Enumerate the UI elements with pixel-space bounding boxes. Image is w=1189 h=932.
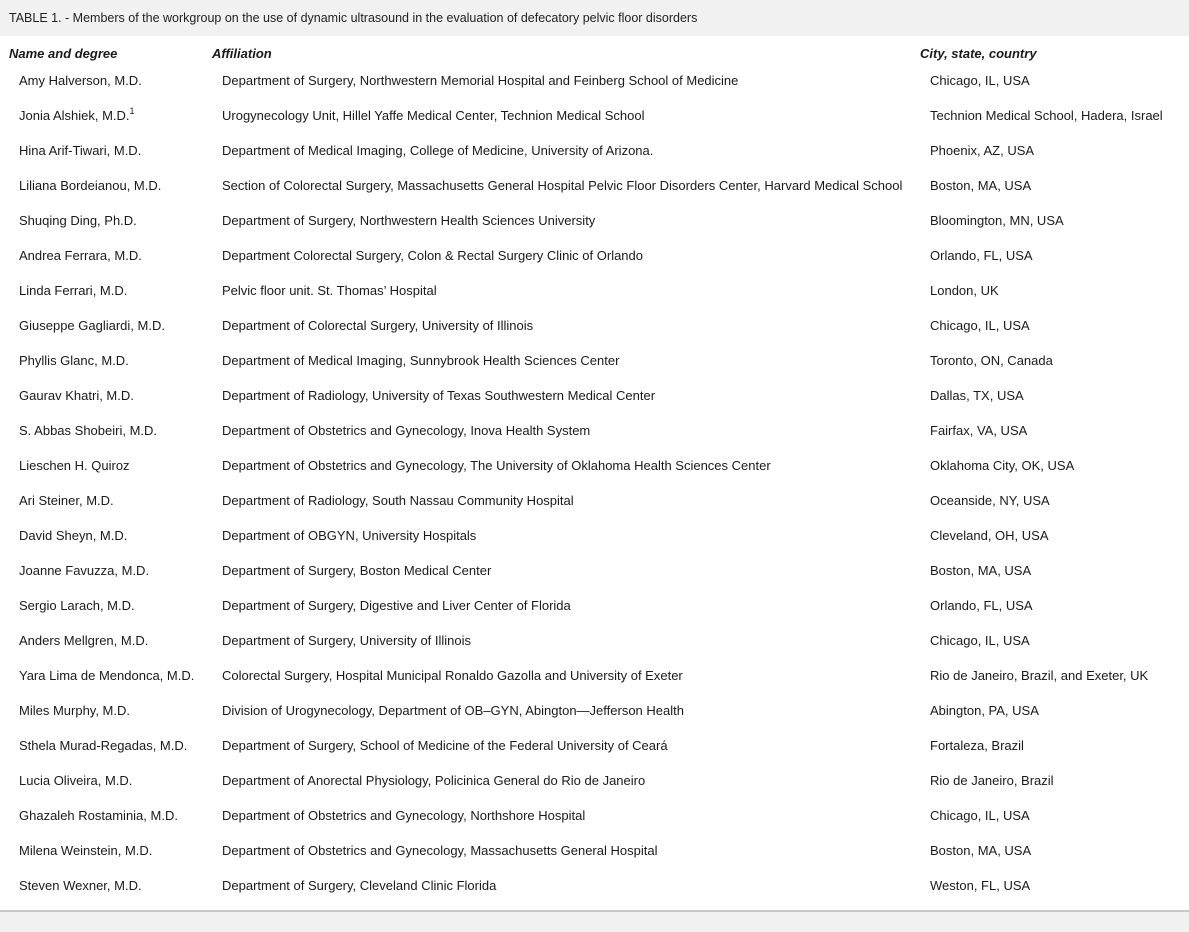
- table-row: [0, 658, 1189, 693]
- header-row: [0, 43, 1189, 63]
- table-caption: TABLE 1. - Members of the workgroup on the use of dynamic ultrasound in the evaluation of defecatory pelvic floor disorders: [0, 0, 1189, 36]
- table-row: [0, 588, 1189, 623]
- member-name-cell: [0, 588, 203, 623]
- table-body: [0, 63, 1189, 903]
- member-name: Miles Murphy, M.D.: [19, 703, 130, 718]
- member-location: Rio de Janeiro, Brazil, and Exeter, UK: [930, 668, 1149, 683]
- table-row: [0, 63, 1189, 98]
- member-name: Yara Lima de Mendonca, M.D.: [19, 668, 195, 683]
- table-row: [0, 553, 1189, 588]
- member-name-cell: [0, 133, 203, 168]
- header-name: Name and degree: [9, 45, 118, 61]
- table-row: [0, 483, 1189, 518]
- member-name-cell: [0, 378, 203, 413]
- member-location: Fairfax, VA, USA: [930, 423, 1028, 438]
- member-location: Phoenix, AZ, USA: [930, 143, 1035, 158]
- member-affiliation: Pelvic floor unit. St. Thomas’ Hospital: [222, 283, 437, 298]
- member-name-cell: [0, 168, 203, 203]
- member-affiliation: Department of Obstetrics and Gynecology, The University of Oklahoma Health Sciences Center: [222, 458, 771, 473]
- member-name-cell: [0, 273, 203, 308]
- table-row: [0, 798, 1189, 833]
- member-name-cell: [0, 98, 203, 133]
- member-location: Fortaleza, Brazil: [930, 738, 1024, 753]
- member-affiliation: Department of Medical Imaging, College of Medicine, University of Arizona.: [222, 143, 654, 158]
- member-name-cell: [0, 553, 203, 588]
- member-location: Bloomington, MN, USA: [930, 213, 1064, 228]
- member-name: Giuseppe Gagliardi, M.D.: [19, 318, 165, 333]
- member-name: Hina Arif-Tiwari, M.D.: [19, 143, 142, 158]
- member-location: Rio de Janeiro, Brazil: [930, 773, 1054, 788]
- member-name: Shuqing Ding, Ph.D.: [19, 213, 137, 228]
- member-affiliation: Colorectal Surgery, Hospital Municipal Ronaldo Gazolla and University of Exeter: [222, 668, 683, 683]
- member-name: Steven Wexner, M.D.: [19, 878, 142, 893]
- table-row: [0, 868, 1189, 903]
- member-name-cell: [0, 343, 203, 378]
- member-name-cell: [0, 833, 203, 868]
- table-row: [0, 728, 1189, 763]
- member-location: Cleveland, OH, USA: [930, 528, 1049, 543]
- member-name-cell: [0, 623, 203, 658]
- table-row: [0, 518, 1189, 553]
- member-location: Abington, PA, USA: [930, 703, 1039, 718]
- table-header: [0, 43, 1189, 63]
- header-location: City, state, country: [920, 45, 1037, 61]
- member-name: David Sheyn, M.D.: [19, 528, 128, 543]
- table-row: [0, 763, 1189, 798]
- member-name: Gaurav Khatri, M.D.: [19, 388, 134, 403]
- table-row: [0, 413, 1189, 448]
- table-row: [0, 238, 1189, 273]
- table-row: [0, 98, 1189, 133]
- member-name-cell: [0, 868, 203, 903]
- member-affiliation: Section of Colorectal Surgery, Massachusetts General Hospital Pelvic Floor Disorders Center, Harvard Medical School: [222, 178, 903, 193]
- member-name: Liliana Bordeianou, M.D.: [19, 178, 162, 193]
- member-affiliation: Urogynecology Unit, Hillel Yaffe Medical Center, Technion Medical School: [222, 108, 645, 123]
- member-name: Sergio Larach, M.D.: [19, 598, 135, 613]
- member-name: Lucia Oliveira, M.D.: [19, 773, 133, 788]
- member-affiliation: Department of Surgery, Northwestern Memorial Hospital and Feinberg School of Medicine: [222, 73, 739, 88]
- member-name-cell: [0, 63, 203, 98]
- table-row: [0, 378, 1189, 413]
- member-name: Amy Halverson, M.D.: [19, 73, 142, 88]
- member-name: Ari Steiner, M.D.: [19, 493, 114, 508]
- member-name-cell: [0, 728, 203, 763]
- bottom-band: [0, 912, 1189, 932]
- member-affiliation: Department of Surgery, Boston Medical Center: [222, 563, 492, 578]
- member-name: Anders Mellgren, M.D.: [19, 633, 149, 648]
- member-affiliation: Department of Surgery, Cleveland Clinic Florida: [222, 878, 497, 893]
- member-name: Jonia Alshiek, M.D.: [19, 108, 130, 123]
- member-location: London, UK: [930, 283, 999, 298]
- member-location: Chicago, IL, USA: [930, 633, 1030, 648]
- member-affiliation: Division of Urogynecology, Department of OB–GYN, Abington—Jefferson Health: [222, 703, 684, 718]
- member-location: Orlando, FL, USA: [930, 248, 1033, 263]
- member-affiliation: Department of Anorectal Physiology, Policinica General do Rio de Janeiro: [222, 773, 646, 788]
- member-affiliation: Department of Surgery, Digestive and Liver Center of Florida: [222, 598, 571, 613]
- member-name: Joanne Favuzza, M.D.: [19, 563, 150, 578]
- member-name: Lieschen H. Quiroz: [19, 458, 130, 473]
- member-affiliation: Department of Surgery, School of Medicine of the Federal University of Ceará: [222, 738, 668, 753]
- table-row: [0, 693, 1189, 728]
- table-row: [0, 203, 1189, 238]
- member-location: Oklahoma City, OK, USA: [930, 458, 1075, 473]
- member-name: Phyllis Glanc, M.D.: [19, 353, 129, 368]
- member-location: Boston, MA, USA: [930, 178, 1032, 193]
- member-affiliation: Department of OBGYN, University Hospitals: [222, 528, 477, 543]
- table-row: [0, 343, 1189, 378]
- member-affiliation: Department of Colorectal Surgery, University of Illinois: [222, 318, 534, 333]
- members-table: [0, 43, 1189, 903]
- member-name-cell: [0, 238, 203, 273]
- member-affiliation: Department of Medical Imaging, Sunnybrook Health Sciences Center: [222, 353, 620, 368]
- table-row: [0, 448, 1189, 483]
- member-name: Linda Ferrari, M.D.: [19, 283, 128, 298]
- member-affiliation: Department of Obstetrics and Gynecology, Northshore Hospital: [222, 808, 586, 823]
- footnote-marker: 1: [129, 105, 135, 116]
- member-name-cell: [0, 658, 203, 693]
- table-row: [0, 168, 1189, 203]
- member-name-cell: [0, 483, 203, 518]
- member-location: Orlando, FL, USA: [930, 598, 1033, 613]
- header-affiliation: Affiliation: [212, 45, 272, 61]
- table-row: [0, 308, 1189, 343]
- member-name-cell: [0, 448, 203, 483]
- member-affiliation: Department of Radiology, South Nassau Community Hospital: [222, 493, 574, 508]
- member-location: Dallas, TX, USA: [930, 388, 1024, 403]
- member-affiliation: Department Colorectal Surgery, Colon & Rectal Surgery Clinic of Orlando: [222, 248, 643, 263]
- member-name: Andrea Ferrara, M.D.: [19, 248, 142, 263]
- member-affiliation: Department of Surgery, University of Illinois: [222, 633, 472, 648]
- member-location: Boston, MA, USA: [930, 843, 1032, 858]
- member-affiliation: Department of Obstetrics and Gynecology, Massachusetts General Hospital: [222, 843, 658, 858]
- table-row: [0, 273, 1189, 308]
- member-name-cell: [0, 798, 203, 833]
- member-location: Chicago, IL, USA: [930, 808, 1030, 823]
- member-name-cell: [0, 203, 203, 238]
- member-location: Oceanside, NY, USA: [930, 493, 1050, 508]
- member-location: Chicago, IL, USA: [930, 73, 1030, 88]
- member-name-cell: [0, 308, 203, 343]
- member-name-cell: [0, 413, 203, 448]
- member-affiliation: Department of Surgery, Northwestern Health Sciences University: [222, 213, 596, 228]
- member-location: Toronto, ON, Canada: [930, 353, 1053, 368]
- member-name: Milena Weinstein, M.D.: [19, 843, 153, 858]
- member-name: S. Abbas Shobeiri, M.D.: [19, 423, 158, 438]
- member-name-cell: [0, 518, 203, 553]
- table-row: [0, 623, 1189, 658]
- member-affiliation: Department of Radiology, University of Texas Southwestern Medical Center: [222, 388, 656, 403]
- table-row: [0, 833, 1189, 868]
- member-location: Chicago, IL, USA: [930, 318, 1030, 333]
- table-row: [0, 133, 1189, 168]
- member-affiliation: Department of Obstetrics and Gynecology, Inova Health System: [222, 423, 591, 438]
- member-location: Technion Medical School, Hadera, Israel: [930, 108, 1163, 123]
- member-name: Ghazaleh Rostaminia, M.D.: [19, 808, 178, 823]
- member-location: Weston, FL, USA: [930, 878, 1031, 893]
- member-name-cell: [0, 693, 203, 728]
- member-name-cell: [0, 763, 203, 798]
- member-location: Boston, MA, USA: [930, 563, 1032, 578]
- member-name: Sthela Murad-Regadas, M.D.: [19, 738, 188, 753]
